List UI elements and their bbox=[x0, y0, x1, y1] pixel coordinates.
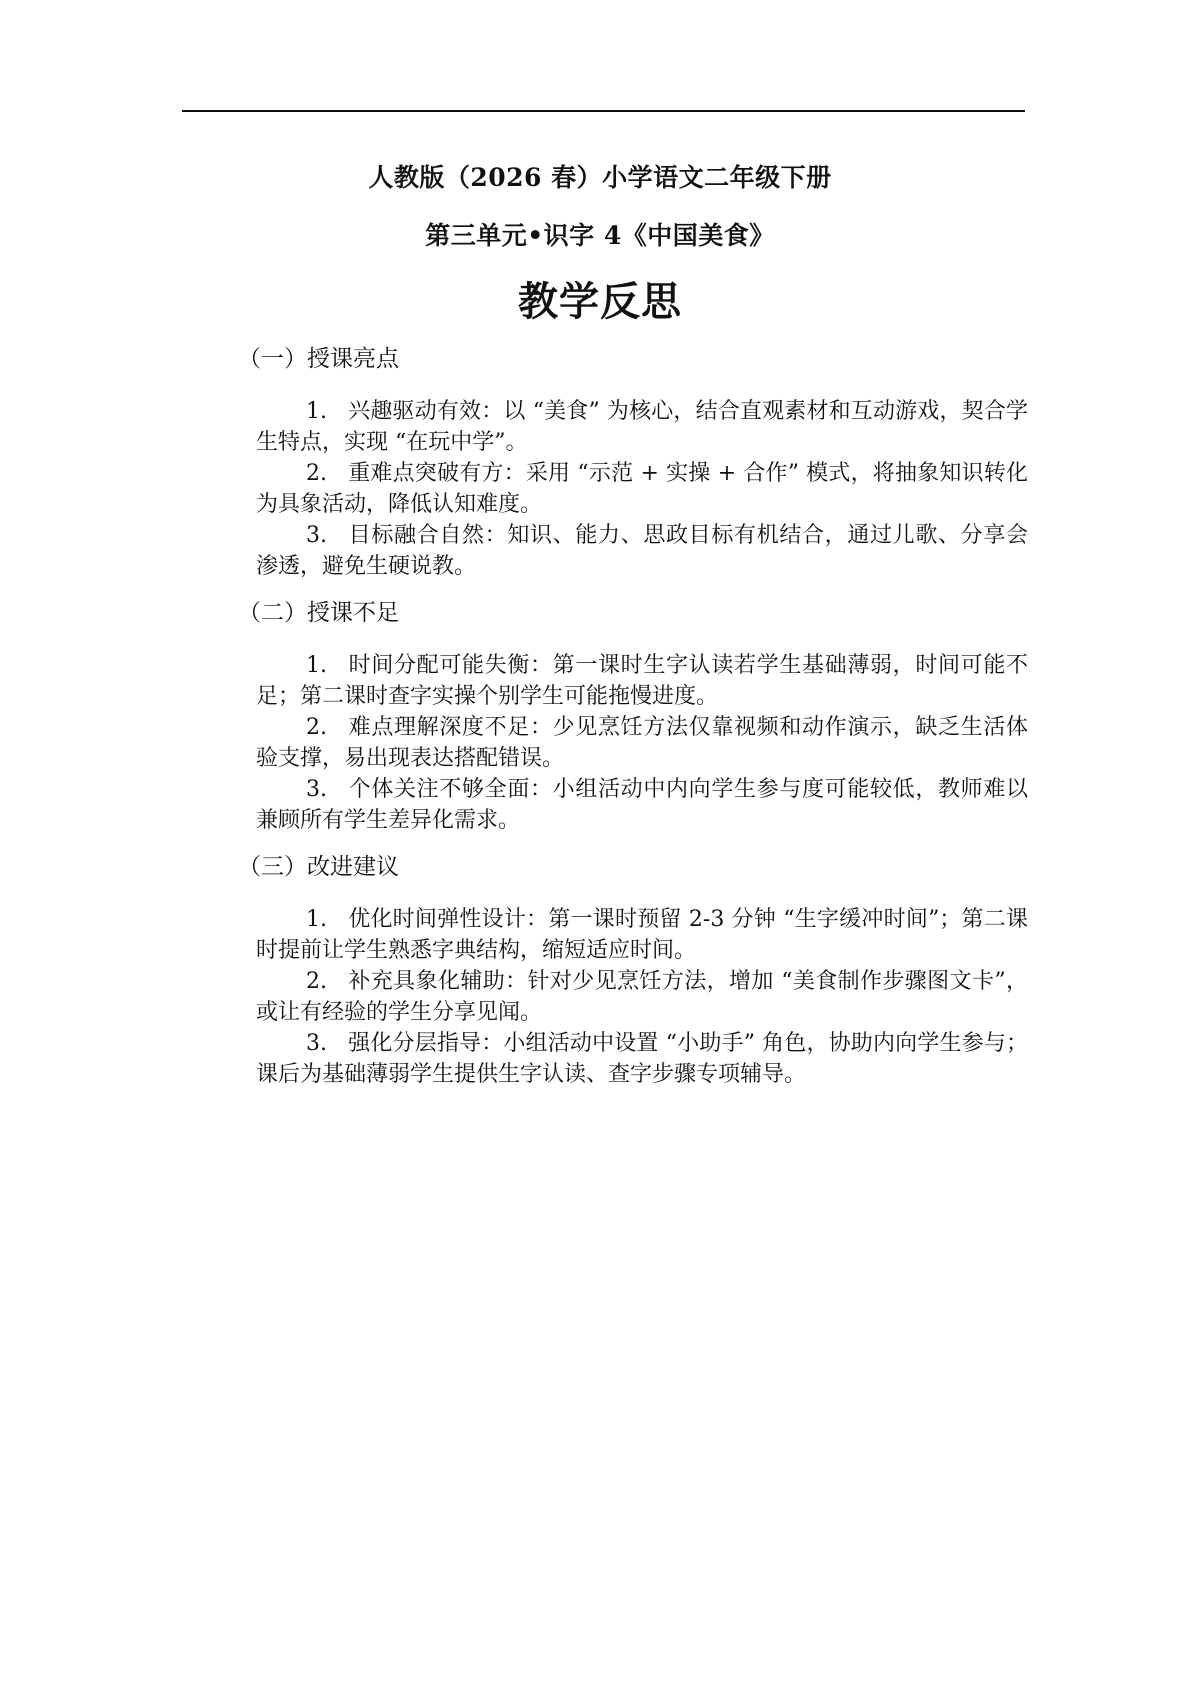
section-shortcomings bbox=[238, 594, 1028, 836]
section-highlights bbox=[238, 340, 1028, 582]
title-block bbox=[0, 158, 1200, 328]
list-item bbox=[238, 1028, 1028, 1090]
list-item bbox=[238, 966, 1028, 1028]
item-number: 3. bbox=[306, 777, 327, 802]
list-item bbox=[238, 904, 1028, 966]
unit-title: 第三单元•识字 4《中国美食》 bbox=[425, 221, 775, 250]
item-number: 2. bbox=[306, 461, 327, 486]
section-list bbox=[238, 396, 1028, 582]
section-list bbox=[238, 904, 1028, 1090]
section-heading: （三）改进建议 bbox=[238, 854, 399, 880]
item-text: 时间分配可能失衡：第一课时生字认读若学生基础薄弱，时间可能不足；第二课时查字实操个别学生可能拖慢进度。 bbox=[256, 653, 1028, 709]
list-item bbox=[238, 774, 1028, 836]
item-number: 1. bbox=[306, 399, 327, 424]
item-text: 目标融合自然：知识、能力、思政目标有机结合，通过儿歌、分享会渗透，避免生硬说教。 bbox=[256, 523, 1028, 579]
item-text: 优化时间弹性设计：第一课时预留 2-3 分钟 “生字缓冲时间”；第二课时提前让学生熟悉字典结构，缩短适应时间。 bbox=[256, 907, 1028, 963]
section-heading: （二）授课不足 bbox=[238, 600, 399, 626]
document-subtitle: 人教版（2026 春）小学语文二年级下册 bbox=[368, 163, 832, 192]
list-item bbox=[238, 650, 1028, 712]
item-text: 兴趣驱动有效：以 “美食” 为核心，结合直观素材和互动游戏，契合学生特点，实现 “在玩中学”。 bbox=[256, 399, 1028, 455]
item-number: 1. bbox=[306, 653, 327, 678]
item-number: 1. bbox=[306, 907, 327, 932]
list-item bbox=[238, 396, 1028, 458]
item-text: 强化分层指导：小组活动中设置 “小助手” 角色，协助内向学生参与；课后为基础薄弱学生提供生字认读、查字步骤专项辅导。 bbox=[256, 1031, 1028, 1087]
item-number: 2. bbox=[306, 969, 327, 994]
list-item bbox=[238, 520, 1028, 582]
header-rule bbox=[182, 110, 1025, 112]
item-number: 2. bbox=[306, 715, 327, 740]
list-item bbox=[238, 458, 1028, 520]
item-number: 3. bbox=[306, 1031, 327, 1056]
page-title: 教学反思 bbox=[518, 278, 682, 325]
list-item bbox=[238, 712, 1028, 774]
item-text: 补充具象化辅助：针对少见烹饪方法，增加 “美食制作步骤图文卡”，或让有经验的学生分享见闻。 bbox=[256, 969, 1028, 1025]
section-heading: （一）授课亮点 bbox=[238, 346, 399, 372]
item-text: 个体关注不够全面：小组活动中内向学生参与度可能较低，教师难以兼顾所有学生差异化需求。 bbox=[256, 777, 1028, 833]
section-improvements bbox=[238, 848, 1028, 1090]
item-text: 重难点突破有方：采用 “示范 + 实操 + 合作” 模式，将抽象知识转化为具象活动，降低认知难度。 bbox=[256, 461, 1028, 517]
section-list bbox=[238, 650, 1028, 836]
document-body bbox=[238, 340, 1028, 1090]
item-text: 难点理解深度不足：少见烹饪方法仅靠视频和动作演示，缺乏生活体验支撑，易出现表达搭配错误。 bbox=[256, 715, 1028, 771]
item-number: 3. bbox=[306, 523, 327, 548]
